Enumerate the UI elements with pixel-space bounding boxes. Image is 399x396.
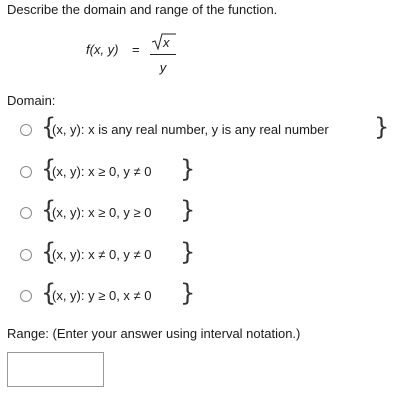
question-prompt: Describe the domain and range of the function.	[7, 2, 278, 17]
fraction	[148, 30, 178, 78]
option-label: (x, y): y ≥ 0, x ≠ 0	[52, 288, 152, 303]
option-label: (x, y): x ≠ 0, y ≠ 0	[52, 247, 152, 262]
open-brace: {	[41, 238, 57, 266]
range-answer-input[interactable]	[7, 352, 104, 387]
close-brace: }	[180, 155, 196, 183]
open-brace: {	[41, 113, 57, 141]
domain-label: Domain:	[7, 93, 56, 108]
open-brace: {	[41, 196, 57, 224]
radio-button[interactable]	[20, 290, 32, 302]
radio-button[interactable]	[20, 249, 32, 261]
close-brace: }	[180, 238, 196, 266]
function-name: f(x, y)	[86, 42, 119, 57]
option-label: (x, y): x ≥ 0, y ≠ 0	[52, 164, 152, 179]
option-label: (x, y): x ≥ 0, y ≥ 0	[52, 205, 152, 220]
radio-button[interactable]	[20, 166, 32, 178]
fraction-bar	[150, 54, 176, 55]
close-brace: }	[180, 279, 196, 307]
fraction-denominator: y	[159, 60, 167, 75]
open-brace: {	[41, 155, 57, 183]
sqrt-numerator	[148, 31, 178, 49]
function-formula	[86, 30, 206, 78]
option-label: (x, y): x is any real number, y is any real number	[52, 122, 329, 137]
close-brace: }	[374, 113, 390, 141]
range-label: Range: (Enter your answer using interval notation.)	[7, 326, 301, 341]
radio-button[interactable]	[20, 124, 32, 136]
sqrt-radicand: x	[163, 35, 170, 50]
equals-sign: =	[132, 42, 140, 57]
open-brace: {	[41, 279, 57, 307]
close-brace: }	[180, 196, 196, 224]
radio-button[interactable]	[20, 207, 32, 219]
